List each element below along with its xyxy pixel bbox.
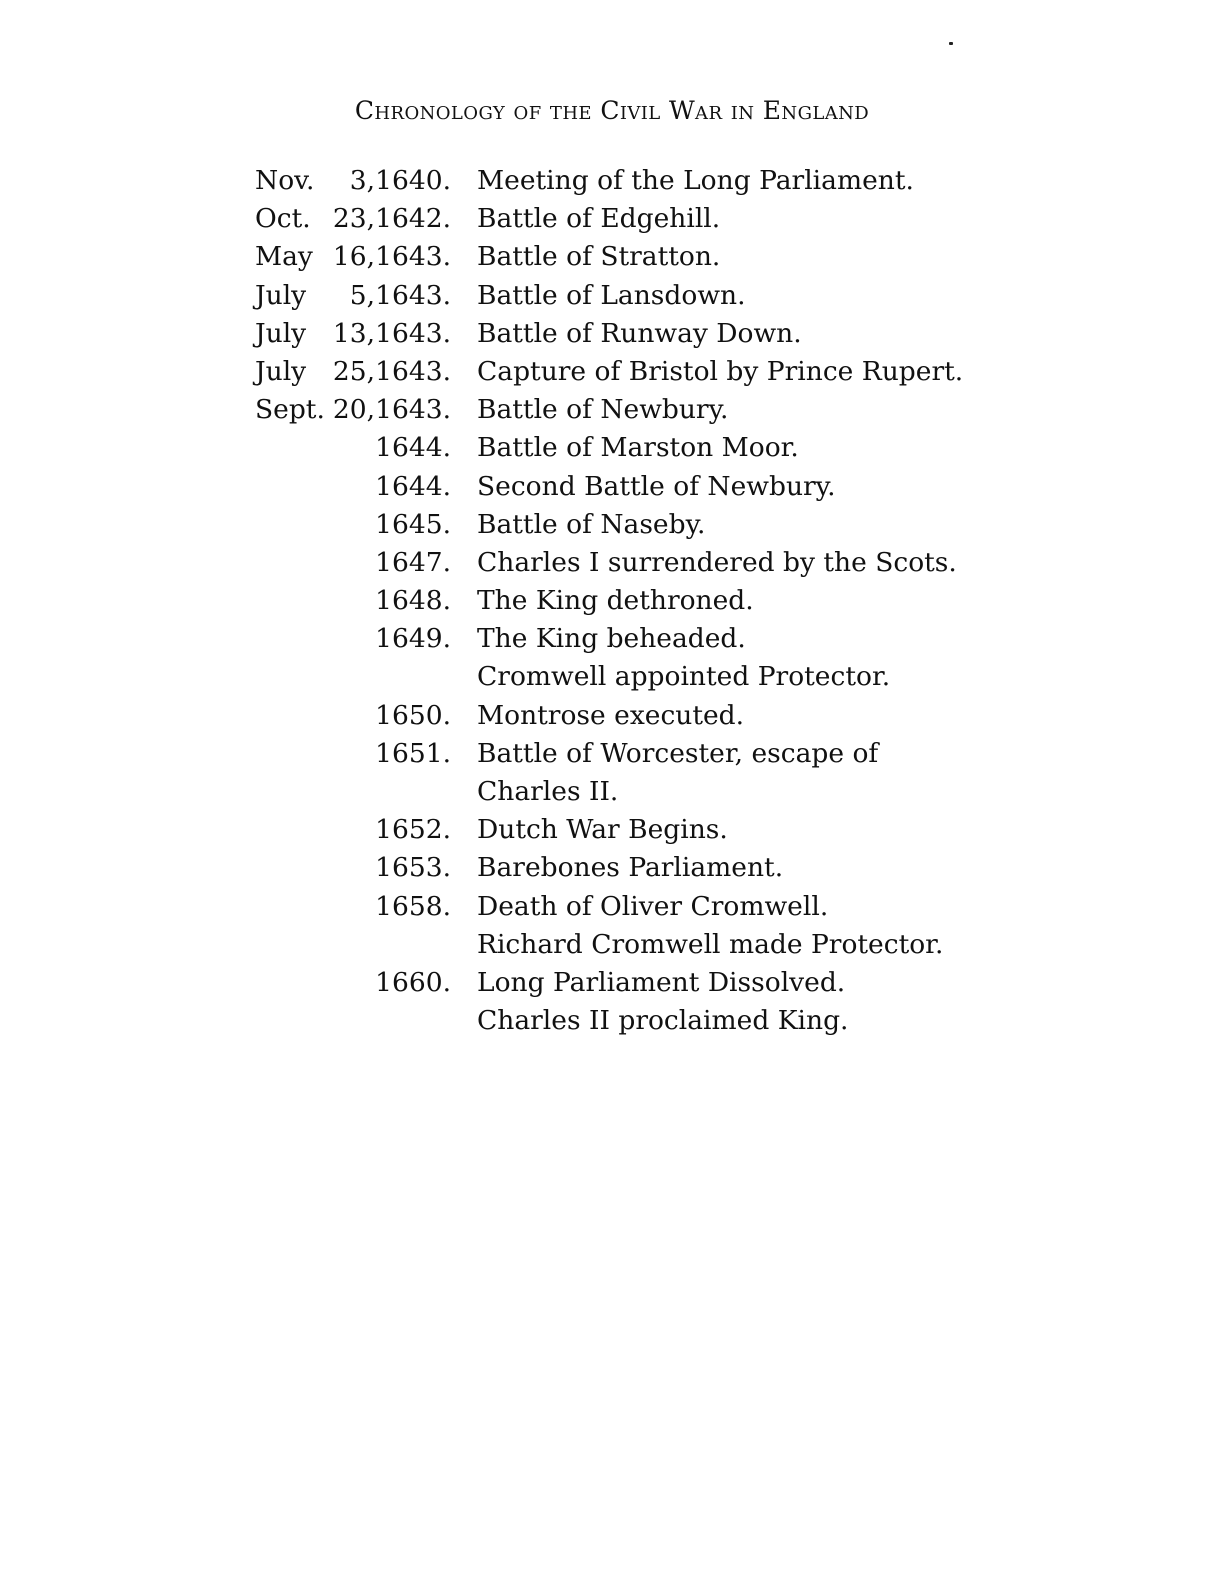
entry-day: 23, <box>332 203 375 235</box>
chronology-entry <box>255 1002 1015 1040</box>
entry-year: 1642. <box>375 203 451 235</box>
chronology-entry <box>255 888 1015 926</box>
entry-event: Battle of Marston Moor. <box>477 432 799 464</box>
entry-month <box>255 506 331 544</box>
entry-month: Oct. <box>255 203 311 235</box>
entry-day: 3, <box>349 165 375 196</box>
entry-day: 16, <box>332 241 375 273</box>
entry-month <box>255 1002 331 1040</box>
entry-event: Charles II proclaimed King. <box>477 1005 849 1037</box>
entry-year: 1648. <box>375 585 451 617</box>
entry-event: Montrose executed. <box>477 699 745 731</box>
entry-day <box>331 888 375 926</box>
entry-day <box>331 811 375 849</box>
chronology-entry <box>255 544 1015 582</box>
chronology-entry <box>255 658 1015 696</box>
entry-event: Long Parliament Dissolved. <box>477 966 846 998</box>
entry-year: 1658. <box>375 890 451 922</box>
entry-event: Charles I surrendered by the Scots. <box>477 546 957 578</box>
entry-year: 1643. <box>375 279 451 311</box>
entry-event: Battle of Naseby. <box>477 508 706 540</box>
entry-day <box>331 735 375 773</box>
page-speck <box>949 42 953 45</box>
entry-day <box>331 468 375 506</box>
entry-month <box>255 888 331 926</box>
entry-event: Battle of Runway Down. <box>477 317 802 349</box>
entry-month <box>255 735 331 773</box>
entry-month: Sept. <box>255 394 325 426</box>
entry-year: 1653. <box>375 852 451 884</box>
entry-year: 1645. <box>375 508 451 540</box>
entry-month <box>255 964 331 1002</box>
chronology-entry <box>255 391 1015 429</box>
chronology-entry <box>255 238 1015 276</box>
entry-day <box>331 926 375 964</box>
entry-event: Charles II. <box>477 776 619 807</box>
chronology-entry <box>255 162 1015 200</box>
entry-event: Battle of Newbury. <box>477 394 729 426</box>
entry-month <box>255 544 331 582</box>
chronology-entry <box>255 315 1015 353</box>
entry-day <box>331 620 375 658</box>
chronology-entry <box>255 277 1015 315</box>
entry-year: 1650. <box>375 699 451 731</box>
entry-day <box>331 506 375 544</box>
chronology-entry <box>255 811 1015 849</box>
entry-day <box>331 544 375 582</box>
entry-month <box>255 773 331 811</box>
chronology-entry <box>255 849 1015 887</box>
entry-month <box>255 620 331 658</box>
entry-day <box>331 429 375 467</box>
entry-month <box>255 429 331 467</box>
chronology-entry <box>255 200 1015 238</box>
chronology-entry <box>255 582 1015 620</box>
entry-event: Death of Oliver Cromwell. <box>477 890 829 922</box>
entry-day: 20, <box>332 394 375 426</box>
entry-event: Barebones Parliament. <box>477 852 784 884</box>
entry-day: 25, <box>332 355 375 387</box>
page-title: Chronology of the Civil War in England <box>354 96 870 125</box>
entry-day <box>331 773 375 811</box>
entry-month <box>255 582 331 620</box>
chronology-entry <box>255 429 1015 467</box>
entry-day <box>331 849 375 887</box>
entry-month: Nov. <box>255 165 315 196</box>
entry-day <box>331 964 375 1002</box>
entry-year: 1643. <box>375 241 451 273</box>
entry-month <box>255 468 331 506</box>
entry-event: Meeting of the Long Parliament. <box>477 165 914 196</box>
entry-year: 1647. <box>375 546 451 578</box>
entry-event: Battle of Lansdown. <box>477 279 746 311</box>
entry-month <box>255 926 331 964</box>
entry-event: Second Battle of Newbury. <box>477 470 836 502</box>
entry-month: July <box>255 317 307 349</box>
entry-day <box>331 1002 375 1040</box>
entry-event: The King beheaded. <box>477 623 746 655</box>
chronology-entry <box>255 926 1015 964</box>
entry-year: 1640. <box>375 165 451 196</box>
entry-year: 1644. <box>375 470 451 502</box>
entry-year: 1644. <box>375 432 451 464</box>
entry-year: 1643. <box>375 394 451 426</box>
entry-month: May <box>255 241 313 273</box>
entry-year: 1652. <box>375 814 451 846</box>
entry-year: 1643. <box>375 355 451 387</box>
entry-day: 13, <box>332 317 375 349</box>
chronology-list <box>255 162 1015 1040</box>
entry-event: Cromwell appointed Protector. <box>477 661 891 693</box>
entry-year <box>375 926 451 964</box>
entry-event: The King dethroned. <box>477 585 754 617</box>
entry-month <box>255 697 331 735</box>
entry-event: Battle of Worcester, escape of <box>477 737 879 769</box>
entry-day <box>331 658 375 696</box>
entry-event: Battle of Stratton. <box>477 241 721 273</box>
entry-year <box>375 658 451 696</box>
chronology-entry <box>255 506 1015 544</box>
entry-year <box>375 773 451 811</box>
entry-year: 1660. <box>375 966 451 998</box>
entry-year: 1649. <box>375 623 451 655</box>
entry-day <box>331 582 375 620</box>
entry-event: Richard Cromwell made Protector. <box>477 928 944 960</box>
chronology-entry <box>255 964 1015 1002</box>
entry-event: Dutch War Begins. <box>477 814 728 846</box>
chronology-entry <box>255 773 1015 811</box>
entry-year <box>375 1002 451 1040</box>
entry-event: Capture of Bristol by Prince Rupert. <box>477 355 964 387</box>
entry-month: July <box>255 279 307 311</box>
chronology-entry <box>255 697 1015 735</box>
entry-month <box>255 849 331 887</box>
entry-event: Battle of Edgehill. <box>477 203 721 235</box>
entry-year: 1643. <box>375 317 451 349</box>
entry-day <box>331 697 375 735</box>
chronology-entry <box>255 620 1015 658</box>
entry-month: July <box>255 355 307 387</box>
entry-month <box>255 658 331 696</box>
entry-day: 5, <box>349 279 375 311</box>
entry-month <box>255 811 331 849</box>
chronology-entry <box>255 735 1015 773</box>
chronology-entry <box>255 353 1015 391</box>
entry-year: 1651. <box>375 737 451 769</box>
chronology-entry <box>255 468 1015 506</box>
